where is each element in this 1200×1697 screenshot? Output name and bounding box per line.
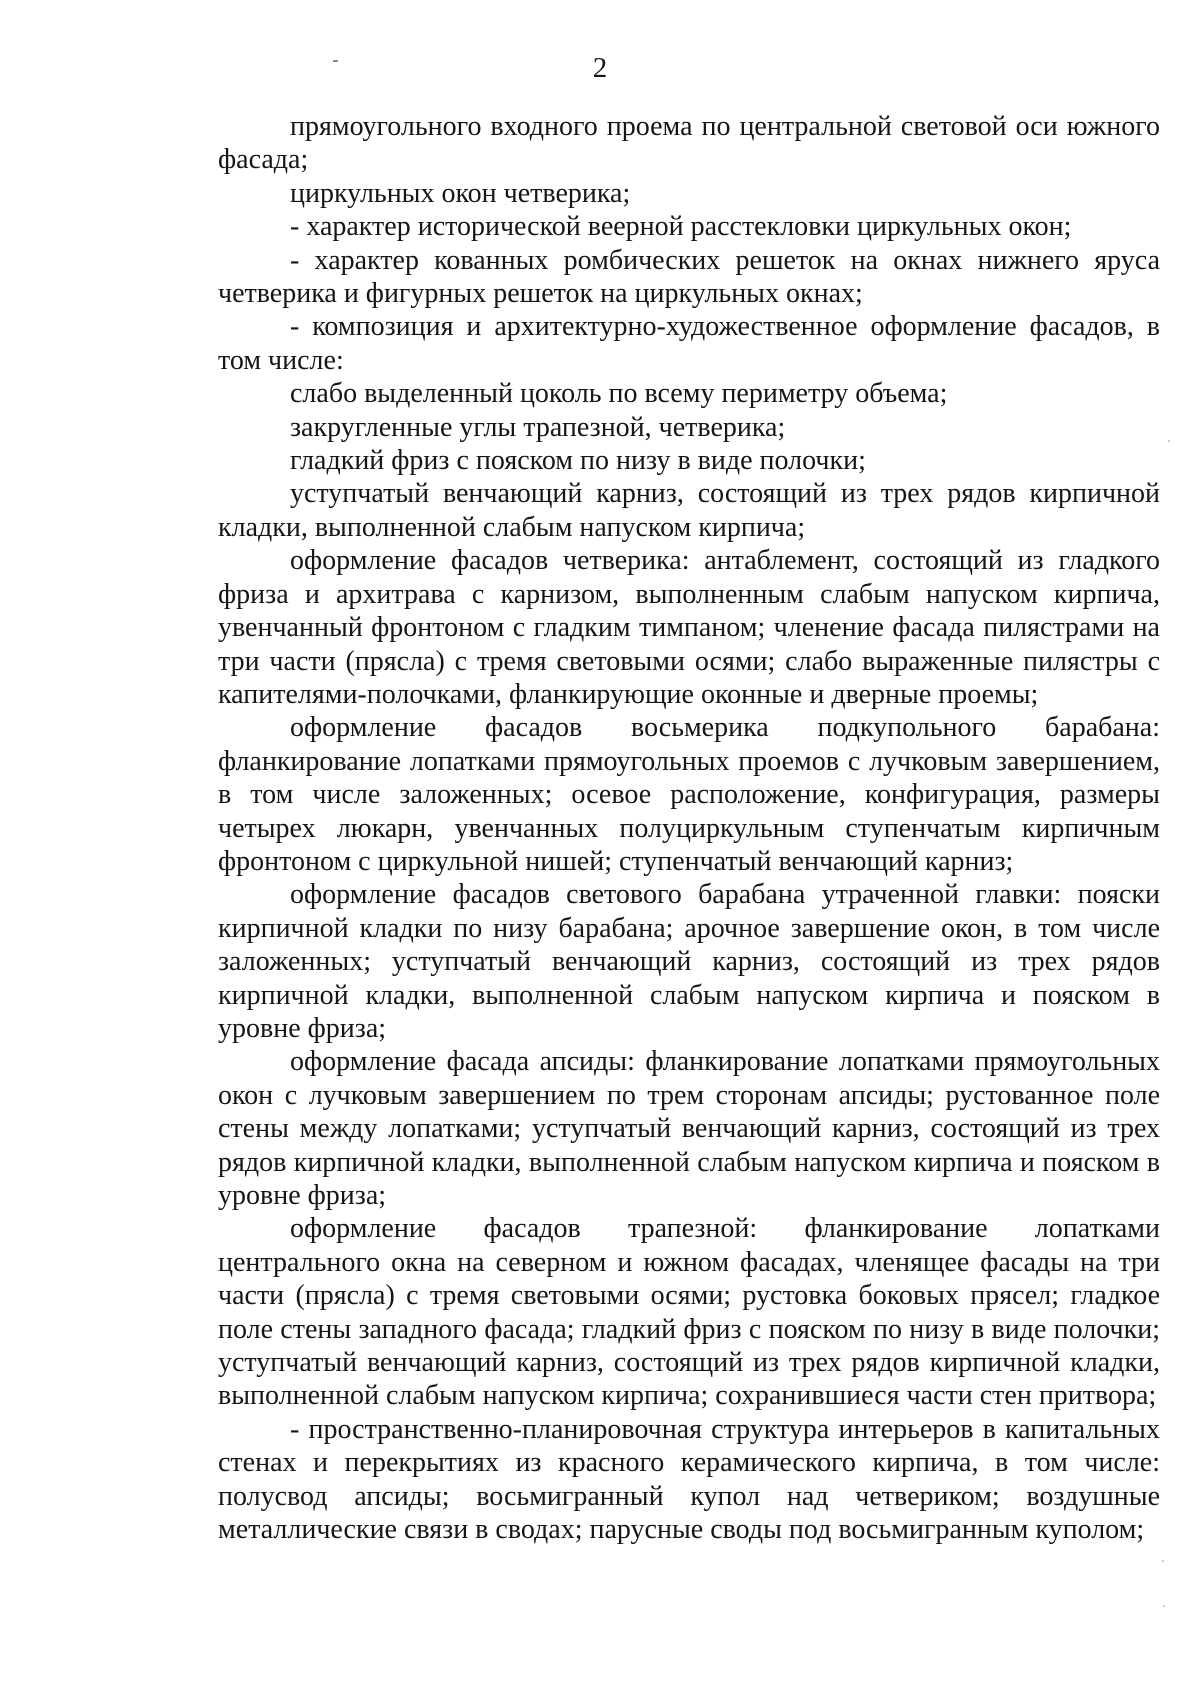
scan-speck <box>1162 1560 1164 1562</box>
paragraph: оформление фасадов восьмерика подкупольного барабана: фланкирование лопатками прямоугольных проемов с лучковым завершением, в том числе заложенных; осевое расположение, конфигурация, размеры четырех люкарн, увенчанных полуциркульным ступенчатым кирпичным фронтоном с циркульной нишей; ступенчатый венчающий карниз; <box>218 712 1160 877</box>
paragraph: циркульных окон четверика; <box>290 177 631 209</box>
scan-speck <box>1163 1605 1165 1607</box>
paragraph: оформление фасада апсиды: фланкирование лопатками прямоугольных окон с лучковым завершением по трем сторонам апсиды; рустованное поле стены между лопатками; уступчатый венчающий карниз, состоящий из трех рядов кирпичной кладки, выполненной слабым напуском кирпича и пояском в уровне фриза; <box>218 1046 1160 1211</box>
paragraph: гладкий фриз с пояском по низу в виде полочки; <box>290 445 866 477</box>
paragraph: закругленные углы трапезной, четверика; <box>290 411 786 443</box>
paragraph: оформление фасадов трапезной: фланкирование лопатками центрального окна на северном и южном фасадах, членящее фасады на три части (прясла) с тремя световыми осями; рустовка боковых прясел; гладкое поле стены западного фасада; гладкий фриз с пояском по низу в виде полочки; уступчатый венчающий карниз, состоящий из трех рядов кирпичной кладки, выполненной слабым напуском кирпича; сохранившиеся части стен притвора; <box>218 1213 1160 1412</box>
paragraph: уступчатый венчающий карниз, состоящий из трех рядов кирпичной кладки, выполненной слабым напуском кирпича; <box>218 478 1160 543</box>
paragraph: прямоугольного входного проема по центральной световой оси южного фасада; <box>218 111 1160 176</box>
paragraph: оформление фасадов светового барабана утраченной главки: пояски кирпичной кладки по низу барабана; арочное завершение окон, в том числе заложенных; уступчатый венчающий карниз, состоящий из трех рядов кирпичной кладки, выполненной слабым напуском кирпича и пояском в уровне фриза; <box>218 879 1160 1044</box>
paragraph: - характер исторической веерной расстекловки циркульных окон; <box>290 211 1072 243</box>
scan-speck <box>1168 440 1170 442</box>
paragraph: слабо выделенный цоколь по всему периметру объема; <box>290 378 948 410</box>
page-number: 2 <box>592 52 608 84</box>
paragraph: - характер кованных ромбических решеток на окнах нижнего яруса четверика и фигурных решеток на циркульных окнах; <box>218 244 1160 310</box>
paragraph: оформление фасадов четверика: антаблемент, состоящий из гладкого фриза и архитрава с карнизом, выполненным слабым напуском кирпича, увенчанный фронтоном с гладким тимпаном; членение фасада пилястрами на три части (прясла) с тремя световыми осями; слабо выраженные пилястры с капителями-полочками, фланкирующие оконные и дверные проемы; <box>218 545 1160 710</box>
document-body <box>218 110 1160 1546</box>
paragraph: - композиция и архитектурно-художественное оформление фасадов, в том числе: <box>218 311 1160 376</box>
paragraph: - пространственно-планировочная структура интерьеров в капитальных стенах и перекрытиях из красного керамического кирпича, в том числе: полусвод апсиды; восьмигранный купол над четвериком; воздушные металлические связи в сводах; парусные своды под восьмигранным куполом; <box>218 1413 1160 1546</box>
